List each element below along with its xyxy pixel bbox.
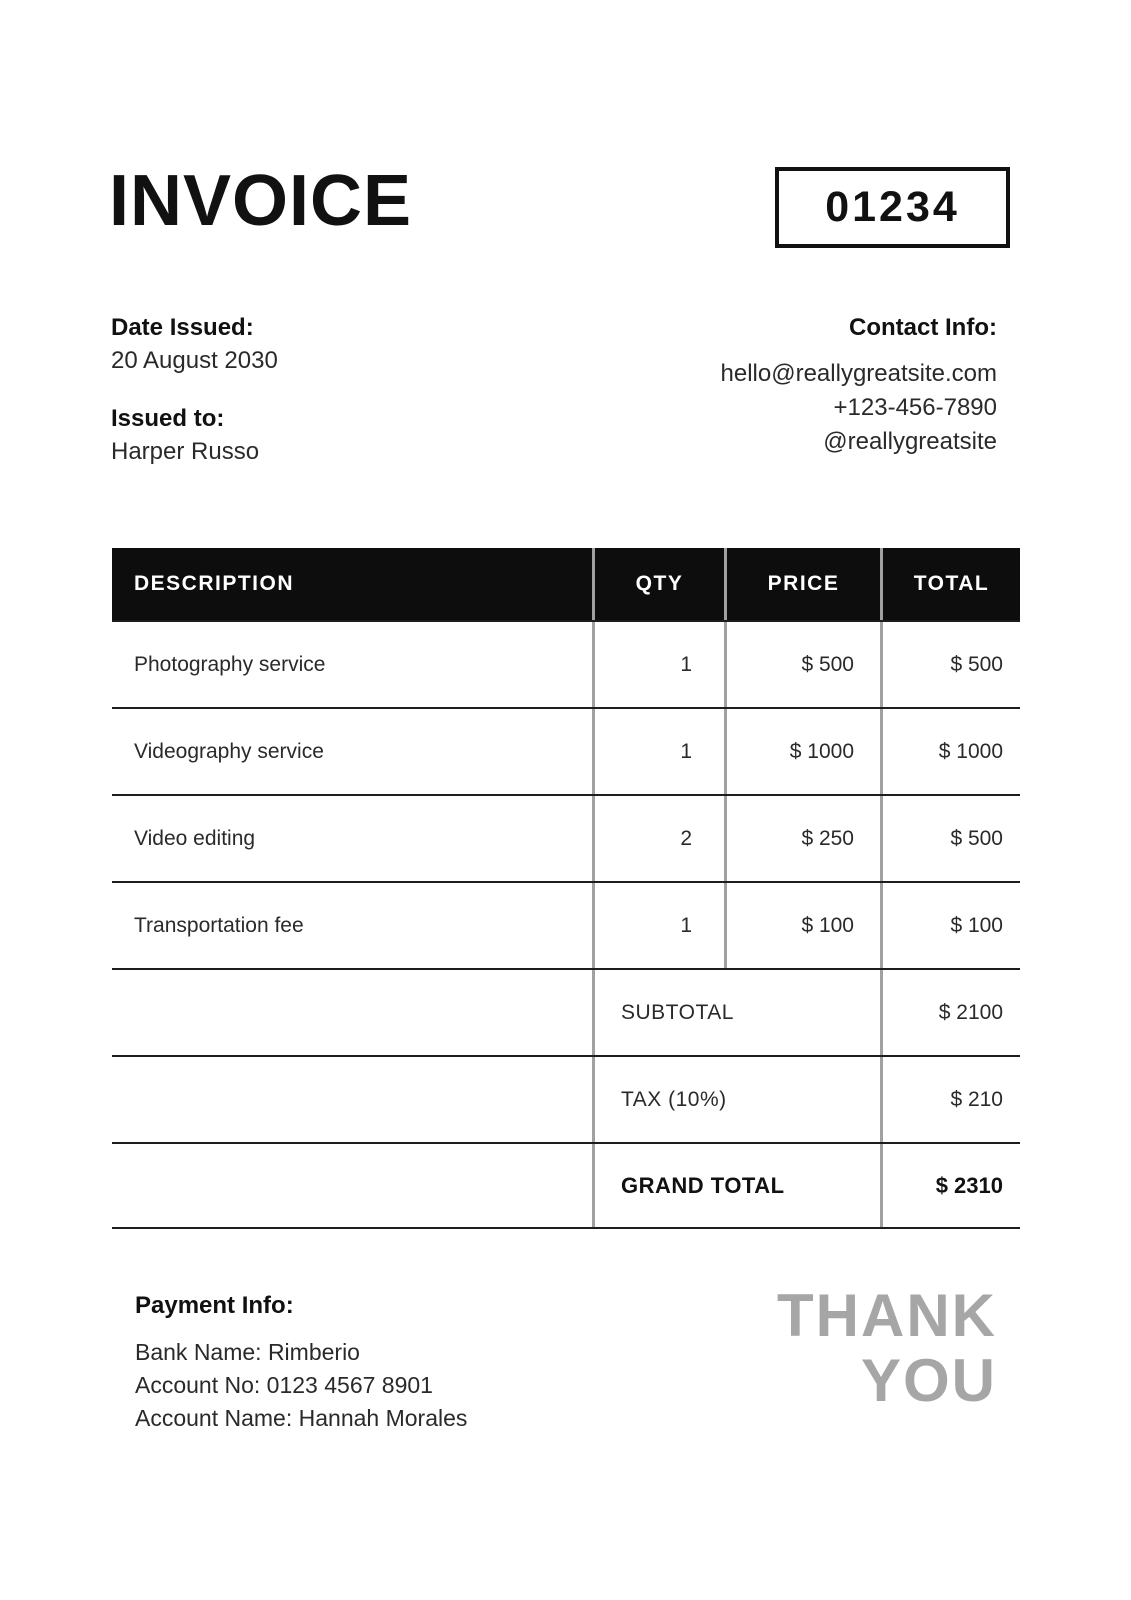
header-total: TOTAL xyxy=(880,548,1020,620)
tax-row xyxy=(112,1055,1020,1142)
thank-you-line2: YOU xyxy=(860,1347,997,1414)
date-issued-label: Date Issued: xyxy=(111,314,254,341)
date-issued-value: 20 August 2030 xyxy=(111,347,278,374)
issued-to-value: Harper Russo xyxy=(111,438,260,465)
item-price: $ 100 xyxy=(724,883,880,968)
header-price: PRICE xyxy=(724,548,880,620)
grand-total-row xyxy=(112,1142,1020,1229)
issued-to-label: Issued to: xyxy=(111,405,225,432)
item-qty: 1 xyxy=(592,709,724,794)
contact-info-label: Contact Info: xyxy=(849,314,997,341)
item-qty: 1 xyxy=(592,622,724,707)
thank-you-note xyxy=(777,1283,997,1413)
item-description: Videography service xyxy=(134,739,324,763)
grand-total-value: $ 2310 xyxy=(880,1144,1020,1227)
contact-handle: @reallygreatsite xyxy=(823,428,997,455)
empty-cell xyxy=(112,1144,592,1227)
item-total: $ 1000 xyxy=(880,709,1020,794)
table-row xyxy=(112,620,1020,707)
item-price: $ 1000 xyxy=(724,709,880,794)
header-description: DESCRIPTION xyxy=(134,572,295,595)
empty-cell xyxy=(112,970,592,1055)
contact-email: hello@reallygreatsite.com xyxy=(720,360,997,387)
issue-info xyxy=(111,314,278,466)
header-qty: QTY xyxy=(592,548,724,620)
grand-total-label: GRAND TOTAL xyxy=(592,1144,880,1227)
item-description: Video editing xyxy=(134,826,256,850)
table-row xyxy=(112,794,1020,881)
page-title: INVOICE xyxy=(109,161,413,241)
table-row xyxy=(112,881,1020,968)
item-description: Transportation fee xyxy=(134,913,304,937)
item-description: Photography service xyxy=(134,652,326,676)
item-total: $ 500 xyxy=(880,796,1020,881)
date-issued-group xyxy=(111,314,278,375)
account-number: Account No: 0123 4567 8901 xyxy=(135,1372,433,1398)
thank-you-line1: THANK xyxy=(777,1282,997,1349)
item-price: $ 500 xyxy=(724,622,880,707)
line-items-table xyxy=(112,548,1020,1229)
invoice-number-box xyxy=(775,167,1010,248)
tax-label: TAX (10%) xyxy=(592,1057,880,1142)
account-name: Account Name: Hannah Morales xyxy=(135,1405,468,1431)
empty-cell xyxy=(112,1057,592,1142)
payment-info xyxy=(135,1292,467,1435)
contact-phone: +123-456-7890 xyxy=(833,394,997,421)
tax-value: $ 210 xyxy=(880,1057,1020,1142)
item-price: $ 250 xyxy=(724,796,880,881)
issued-to-group xyxy=(111,405,278,466)
bank-name: Bank Name: Rimberio xyxy=(135,1339,360,1365)
item-qty: 2 xyxy=(592,796,724,881)
item-total: $ 500 xyxy=(880,622,1020,707)
subtotal-label: SUBTOTAL xyxy=(592,970,880,1055)
payment-info-label: Payment Info: xyxy=(135,1292,294,1319)
subtotal-value: $ 2100 xyxy=(880,970,1020,1055)
contact-info xyxy=(721,314,997,459)
table-row xyxy=(112,707,1020,794)
subtotal-row xyxy=(112,968,1020,1055)
item-qty: 1 xyxy=(592,883,724,968)
table-header-row xyxy=(112,548,1020,620)
item-total: $ 100 xyxy=(880,883,1020,968)
invoice-number: 01234 xyxy=(825,183,960,231)
